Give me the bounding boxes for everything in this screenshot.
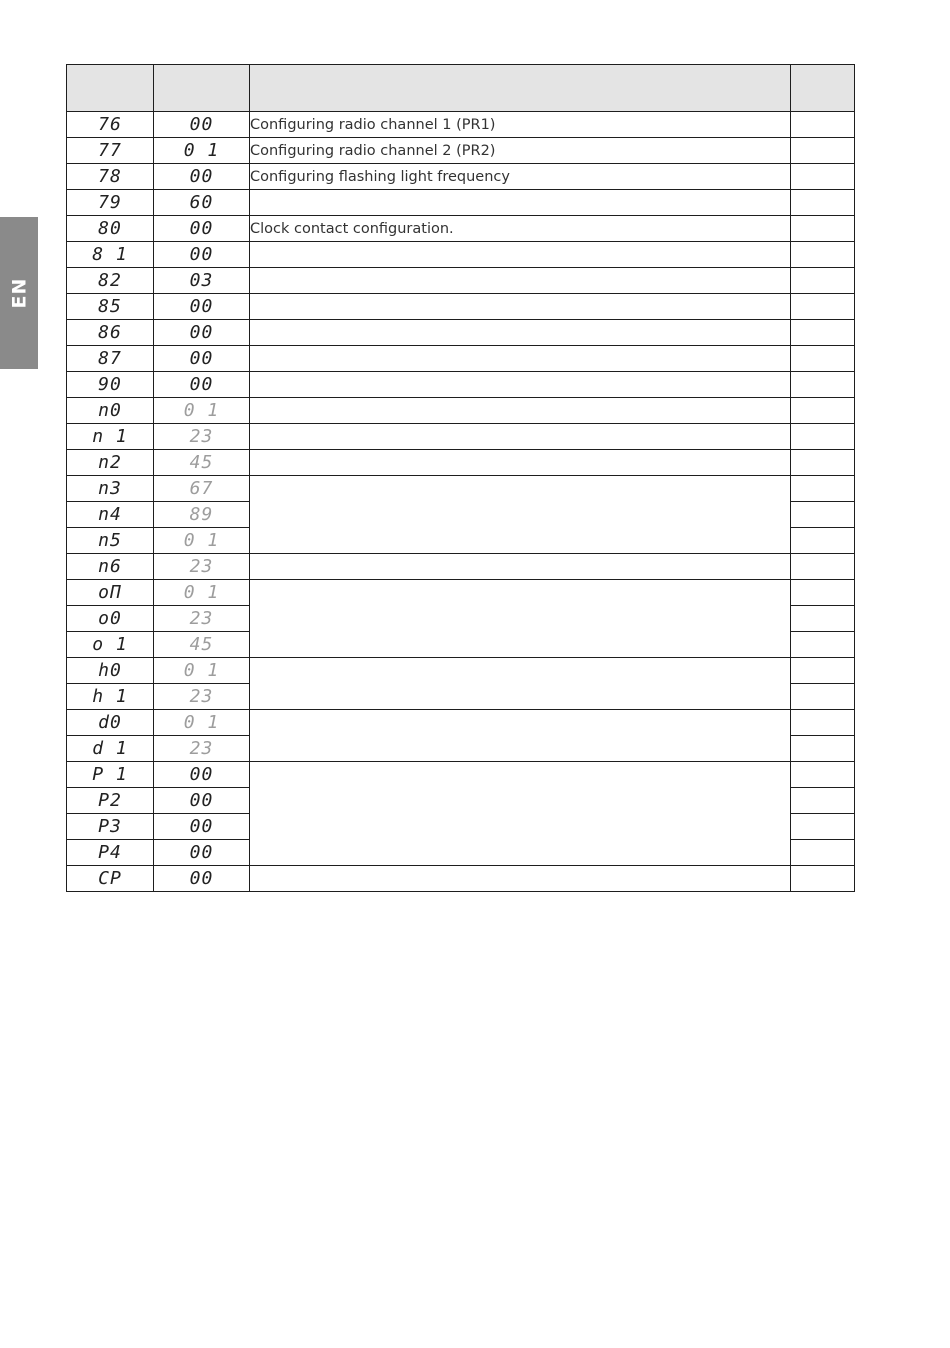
default-value: 23 bbox=[154, 424, 250, 450]
parameter-code: n2 bbox=[67, 450, 154, 476]
default-value: 00 bbox=[154, 216, 250, 242]
default-value: 67 bbox=[154, 476, 250, 502]
default-value: 0 1 bbox=[154, 138, 250, 164]
parameter-code: d 1 bbox=[67, 736, 154, 762]
default-value: 00 bbox=[154, 320, 250, 346]
table-row bbox=[67, 476, 855, 502]
default-value: 00 bbox=[154, 242, 250, 268]
description bbox=[250, 372, 791, 398]
description: Configuring flashing light frequency bbox=[250, 164, 791, 190]
table-row bbox=[67, 424, 855, 450]
parameter-code: n3 bbox=[67, 476, 154, 502]
setting-cell bbox=[791, 814, 855, 840]
setting-cell bbox=[791, 580, 855, 606]
description bbox=[250, 450, 791, 476]
parameter-code: 80 bbox=[67, 216, 154, 242]
header-cell-parameter bbox=[67, 65, 154, 112]
parameter-code: 86 bbox=[67, 320, 154, 346]
table-row bbox=[67, 242, 855, 268]
default-value: 00 bbox=[154, 346, 250, 372]
setting-cell bbox=[791, 788, 855, 814]
description bbox=[250, 554, 791, 580]
table-row bbox=[67, 658, 855, 684]
parameter-code: n4 bbox=[67, 502, 154, 528]
setting-cell bbox=[791, 216, 855, 242]
default-value: 00 bbox=[154, 840, 250, 866]
default-value: 23 bbox=[154, 736, 250, 762]
table-row bbox=[67, 372, 855, 398]
setting-cell bbox=[791, 190, 855, 216]
header-cell-setting bbox=[791, 65, 855, 112]
default-value: 00 bbox=[154, 294, 250, 320]
setting-cell bbox=[791, 320, 855, 346]
default-value: 45 bbox=[154, 450, 250, 476]
setting-cell bbox=[791, 268, 855, 294]
setting-cell bbox=[791, 398, 855, 424]
table-row bbox=[67, 580, 855, 606]
table-row bbox=[67, 294, 855, 320]
default-value: 00 bbox=[154, 814, 250, 840]
language-label: EN bbox=[7, 277, 30, 309]
description: Clock contact configuration. bbox=[250, 216, 791, 242]
parameter-code: 76 bbox=[67, 112, 154, 138]
parameter-code: P4 bbox=[67, 840, 154, 866]
setting-cell bbox=[791, 502, 855, 528]
table-row bbox=[67, 190, 855, 216]
description-merged bbox=[250, 580, 791, 658]
description-merged bbox=[250, 476, 791, 554]
parameter-code: n 1 bbox=[67, 424, 154, 450]
setting-cell bbox=[791, 684, 855, 710]
parameter-code: 8 1 bbox=[67, 242, 154, 268]
parameter-code: n6 bbox=[67, 554, 154, 580]
default-value: 0 1 bbox=[154, 710, 250, 736]
parameter-code: h0 bbox=[67, 658, 154, 684]
parameter-code: 90 bbox=[67, 372, 154, 398]
table-header-row bbox=[67, 65, 855, 112]
default-value: 60 bbox=[154, 190, 250, 216]
parameter-code: d0 bbox=[67, 710, 154, 736]
table-row bbox=[67, 112, 855, 138]
description bbox=[250, 242, 791, 268]
setting-cell bbox=[791, 164, 855, 190]
parameter-code: o 1 bbox=[67, 632, 154, 658]
setting-cell bbox=[791, 346, 855, 372]
setting-cell bbox=[791, 372, 855, 398]
description bbox=[250, 190, 791, 216]
description: Configuring radio channel 2 (PR2) bbox=[250, 138, 791, 164]
default-value: 00 bbox=[154, 164, 250, 190]
parameter-code: n0 bbox=[67, 398, 154, 424]
parameter-code: oП bbox=[67, 580, 154, 606]
default-value: 00 bbox=[154, 788, 250, 814]
description bbox=[250, 424, 791, 450]
default-value: 03 bbox=[154, 268, 250, 294]
table-row bbox=[67, 762, 855, 788]
description bbox=[250, 346, 791, 372]
setting-cell bbox=[791, 710, 855, 736]
setting-cell bbox=[791, 554, 855, 580]
parameter-code: 77 bbox=[67, 138, 154, 164]
table-row bbox=[67, 138, 855, 164]
description-merged bbox=[250, 658, 791, 710]
parameter-code: h 1 bbox=[67, 684, 154, 710]
table-row bbox=[67, 554, 855, 580]
setting-cell bbox=[791, 424, 855, 450]
table-row bbox=[67, 320, 855, 346]
setting-cell bbox=[791, 528, 855, 554]
table-row bbox=[67, 710, 855, 736]
setting-cell bbox=[791, 840, 855, 866]
default-value: 00 bbox=[154, 866, 250, 892]
default-value: 00 bbox=[154, 762, 250, 788]
description bbox=[250, 398, 791, 424]
table-row bbox=[67, 216, 855, 242]
setting-cell bbox=[791, 632, 855, 658]
setting-cell bbox=[791, 736, 855, 762]
parameter-code: 78 bbox=[67, 164, 154, 190]
setting-cell bbox=[791, 450, 855, 476]
setting-cell bbox=[791, 138, 855, 164]
parameter-code: P3 bbox=[67, 814, 154, 840]
default-value: 23 bbox=[154, 684, 250, 710]
parameter-code: o0 bbox=[67, 606, 154, 632]
default-value: 23 bbox=[154, 606, 250, 632]
default-value: 0 1 bbox=[154, 580, 250, 606]
table-row bbox=[67, 866, 855, 892]
language-tab bbox=[0, 217, 38, 369]
parameter-code: CP bbox=[67, 866, 154, 892]
setting-cell bbox=[791, 242, 855, 268]
default-value: 89 bbox=[154, 502, 250, 528]
table-row bbox=[67, 268, 855, 294]
default-value: 00 bbox=[154, 372, 250, 398]
description bbox=[250, 320, 791, 346]
description: Configuring radio channel 1 (PR1) bbox=[250, 112, 791, 138]
table-row bbox=[67, 346, 855, 372]
description bbox=[250, 866, 791, 892]
setting-cell bbox=[791, 762, 855, 788]
table-row bbox=[67, 164, 855, 190]
parameter-code: 82 bbox=[67, 268, 154, 294]
description-merged bbox=[250, 762, 791, 866]
header-cell-default bbox=[154, 65, 250, 112]
description-merged bbox=[250, 710, 791, 762]
parameter-table bbox=[66, 64, 855, 892]
parameter-code: 79 bbox=[67, 190, 154, 216]
parameter-code: n5 bbox=[67, 528, 154, 554]
default-value: 23 bbox=[154, 554, 250, 580]
parameter-code: 85 bbox=[67, 294, 154, 320]
parameter-code: P2 bbox=[67, 788, 154, 814]
setting-cell bbox=[791, 606, 855, 632]
parameter-code: P 1 bbox=[67, 762, 154, 788]
description bbox=[250, 294, 791, 320]
default-value: 45 bbox=[154, 632, 250, 658]
header-cell-description bbox=[250, 65, 791, 112]
setting-cell bbox=[791, 294, 855, 320]
default-value: 0 1 bbox=[154, 528, 250, 554]
table-row bbox=[67, 398, 855, 424]
setting-cell bbox=[791, 658, 855, 684]
default-value: 00 bbox=[154, 112, 250, 138]
table-row bbox=[67, 450, 855, 476]
description bbox=[250, 268, 791, 294]
parameter-code: 87 bbox=[67, 346, 154, 372]
setting-cell bbox=[791, 866, 855, 892]
default-value: 0 1 bbox=[154, 658, 250, 684]
default-value: 0 1 bbox=[154, 398, 250, 424]
setting-cell bbox=[791, 476, 855, 502]
setting-cell bbox=[791, 112, 855, 138]
